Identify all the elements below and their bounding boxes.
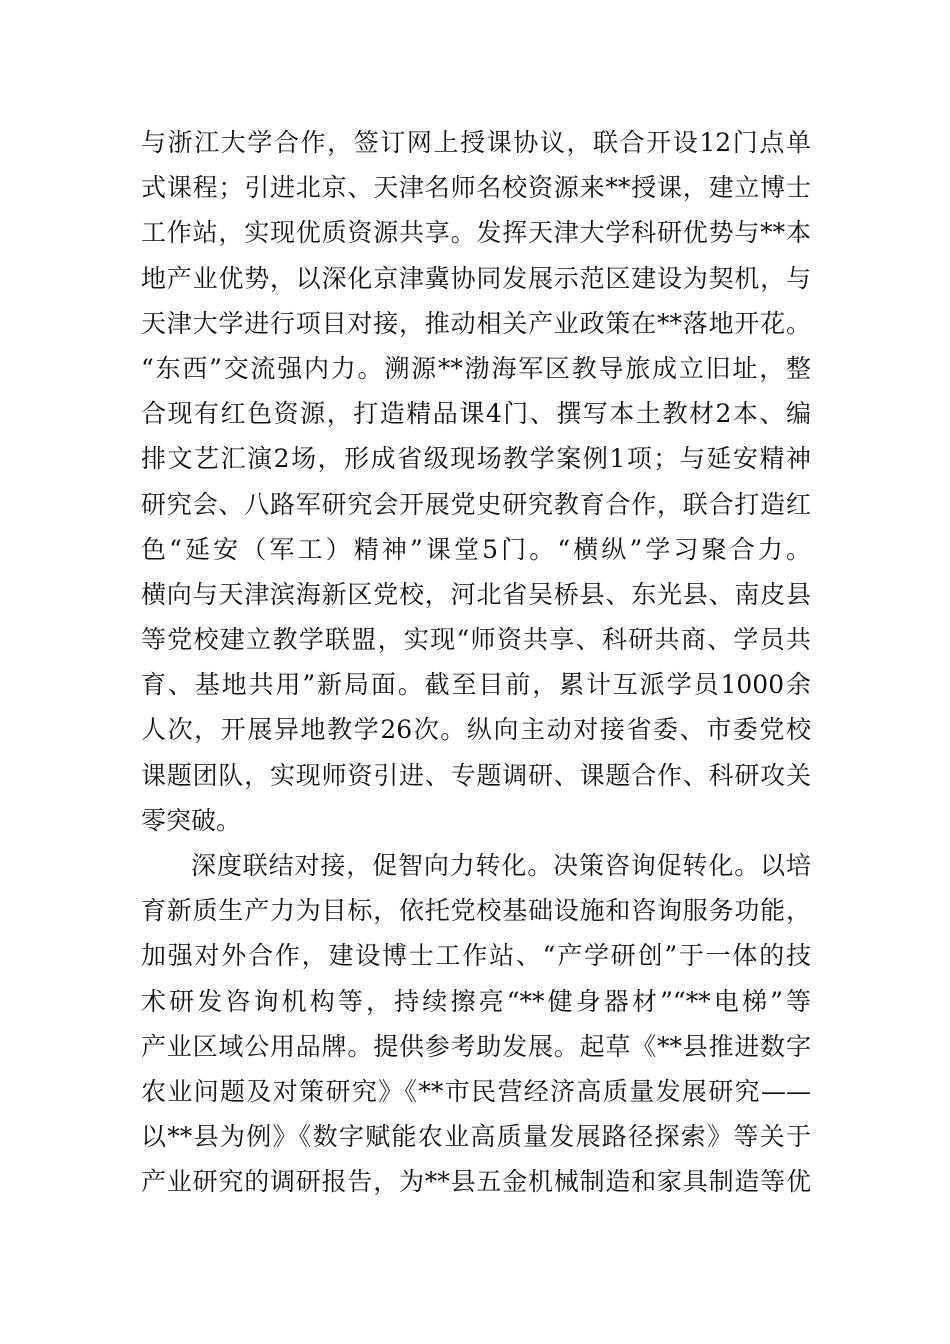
text-line: 育、基地共用”新局面。截至目前，累计互派学员1000余 [141, 670, 811, 700]
text-line: “东西”交流强内力。溯源**渤海军区教导旅成立旧址，整 [141, 353, 811, 383]
text-line: 天津大学进行项目对接，推动相关产业政策在**落地开花。 [141, 308, 811, 338]
text-line: 课题团队，实现师资引进、专题调研、课题合作、科研攻关 [141, 760, 811, 790]
text-line: 产业区域公用品牌。提供参考助发展。起草《**县推进数字 [141, 1031, 811, 1061]
text-line: 以**县为例》《数字赋能农业高质量发展路径探索》等关于 [141, 1122, 811, 1152]
text-line: 工作站，实现优质资源共享。发挥天津大学科研优势与**本 [141, 218, 811, 248]
text-line: 与浙江大学合作，签订网上授课协议，联合开设12门点单 [141, 128, 811, 157]
text-line: 深度联结对接，促智向力转化。决策咨询促转化。以培 [191, 851, 811, 880]
paragraph-1 [141, 120, 811, 843]
text-line: 人次，开展异地教学26次。纵向主动对接省委、市委党校 [141, 715, 811, 745]
text-line: 产业研究的调研报告，为**县五金机械制造和家具制造等优 [141, 1167, 811, 1197]
text-line: 农业问题及对策研究》《**市民营经济高质量发展研究—— [141, 1076, 811, 1106]
text-line: 等党校建立教学联盟，实现“师资共享、科研共商、学员共 [141, 625, 811, 655]
text-line: 色“延安（军工）精神”课堂5门。“横纵”学习聚合力。 [141, 534, 811, 564]
body-text [141, 120, 811, 1205]
text-line: 研究会、八路军研究会开展党史研究教育合作，联合打造红 [141, 489, 811, 519]
text-line: 术研发咨询机构等，持续擦亮“**健身器材”“**电梯”等 [141, 986, 811, 1016]
text-line: 横向与天津滨海新区党校，河北省吴桥县、东光县、南皮县 [141, 579, 811, 609]
paragraph-2 [141, 843, 811, 1205]
text-line: 排文艺汇演2场，形成省级现场教学案例1项；与延安精神 [141, 444, 811, 474]
text-line: 合现有红色资源，打造精品课4门、撰写本土教材2本、编 [141, 399, 811, 429]
text-line: 地产业优势，以深化京津冀协同发展示范区建设为契机，与 [141, 263, 811, 293]
text-line: 加强对外合作，建设博士工作站、“产学研创”于一体的技 [141, 941, 811, 971]
text-line: 育新质生产力为目标，依托党校基础设施和咨询服务功能， [141, 896, 811, 926]
text-line: 式课程；引进北京、天津名师名校资源来**授课，建立博士 [141, 173, 811, 203]
text-line: 零突破。 [141, 805, 242, 835]
